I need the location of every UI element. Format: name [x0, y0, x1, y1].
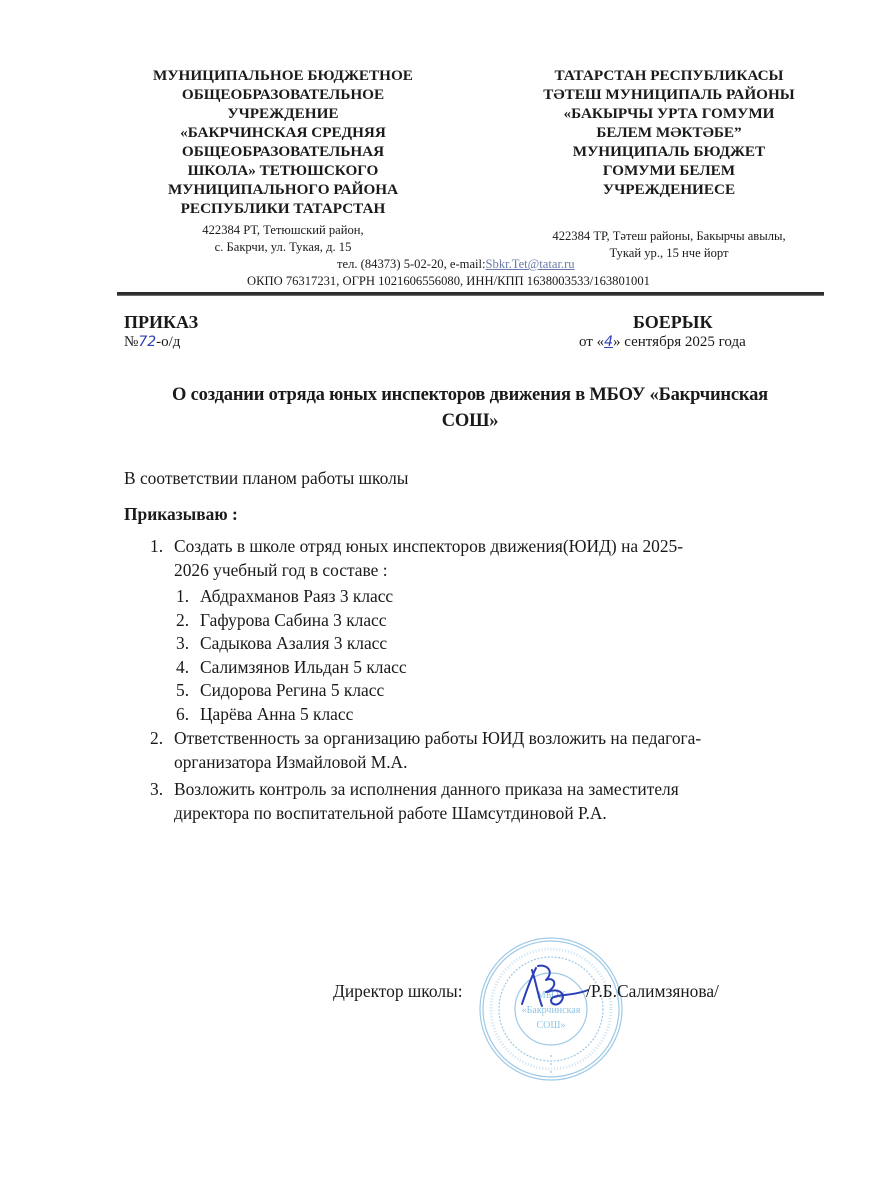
member-text: Абдрахманов Раяз 3 класс: [200, 586, 394, 606]
org-line: ТӘТЕШ МУНИЦИПАЛЬ РАЙОНЫ: [543, 86, 795, 103]
item-text: Возложить контроль за исполнения данного приказа на заместителя: [174, 779, 679, 799]
phone-label: тел. (84373) 5-02-20, e-mail:: [337, 257, 486, 271]
signature-name: /Р.Б.Салимзянова/: [586, 981, 719, 1001]
handwritten-date-day: 4: [604, 334, 614, 350]
stamp-text: «Бакрчинская: [521, 1005, 581, 1016]
handwritten-order-number: 72: [138, 334, 157, 350]
letterhead-left: [118, 66, 448, 218]
item-text: 2026 учебный год в составе :: [174, 559, 388, 580]
date-suffix: » сентября 2025 года: [613, 334, 746, 350]
member-item: [176, 609, 407, 633]
member-text: Салимзянов Ильдан 5 класс: [200, 656, 407, 677]
members-list: [176, 585, 407, 726]
member-number: 1.: [176, 586, 190, 606]
org-line: «БАКРЧИНСКАЯ СРЕДНЯЯ: [180, 124, 386, 141]
title-line: О создании отряда юных инспекторов движения в МБОУ «Бакрчинская: [172, 385, 768, 405]
letterhead-divider: [117, 292, 824, 296]
member-item: [176, 585, 407, 609]
member-number: 3.: [176, 633, 190, 653]
date-prefix: от «: [579, 334, 605, 350]
order-title-tt: БОЕРЫК: [633, 312, 713, 332]
item-number: 2.: [150, 728, 164, 748]
item-number: 1.: [150, 536, 164, 556]
signature-scribble: [508, 962, 594, 1010]
contact-line: [337, 256, 575, 273]
order-title-ru: ПРИКАЗ: [124, 312, 199, 332]
org-line: ОБЩЕОБРАЗОВАТЕЛЬНАЯ: [181, 143, 385, 160]
member-text: Гафурова Сабина 3 класс: [200, 609, 387, 630]
org-line: УЧРЕЖДЕНИЕ: [227, 105, 339, 122]
member-number: 4.: [176, 656, 190, 677]
member-number: 5.: [176, 680, 190, 700]
stamp-text: МБОУ: [536, 990, 566, 1001]
order-item-1: [150, 535, 683, 582]
letterhead-left-address: [118, 222, 448, 256]
stamp-text: СОШ»: [536, 1020, 566, 1031]
org-line: ГОМУМИ БЕЛЕМ: [602, 162, 736, 179]
org-line: БЕЛЕМ МӘКТӘБЕ”: [596, 124, 742, 141]
org-line: ШКОЛА» ТЕТЮШСКОГО: [187, 162, 379, 179]
order-date: [579, 333, 746, 351]
address-line: 422384 РТ, Тетюшский район,: [202, 223, 364, 237]
title-line: СОШ»: [441, 411, 499, 431]
address-line: с. Бакрчи, ул. Тукая, д. 15: [214, 240, 352, 254]
address-line: 422384 ТР, Тәтеш районы, Бакырчы авылы,: [552, 229, 786, 243]
member-number: 6.: [176, 703, 190, 724]
member-item: [176, 679, 407, 703]
number-sign: №: [124, 334, 139, 350]
registry-codes: ОКПО 76317231, ОГРН 1021606556080, ИНН/КПП 1638003533/163801001: [247, 274, 650, 288]
letterhead-right: [510, 66, 828, 199]
address-line: Тукай ур., 15 нче йорт: [609, 246, 729, 260]
order-item-3: [150, 778, 679, 825]
member-text: Царёва Анна 5 класс: [200, 703, 354, 724]
org-line: УЧРЕЖДЕНИЕСЕ: [602, 181, 736, 198]
member-item: [176, 656, 407, 680]
org-line: МУНИЦИПАЛЬ БЮДЖЕТ: [572, 143, 766, 160]
org-line: МУНИЦИПАЛЬНОГО РАЙОНА: [167, 181, 399, 198]
org-line: «БАКЫРЧЫ УРТА ГОМУМИ: [563, 105, 775, 122]
item-text: Ответственность за организацию работы ЮИД возложить на педагога-: [174, 728, 702, 748]
org-line: ОБЩЕОБРАЗОВАТЕЛЬНОЕ: [181, 86, 385, 103]
org-line: МУНИЦИПАЛЬНОЕ БЮДЖЕТНОЕ: [153, 67, 413, 84]
member-item: [176, 632, 407, 656]
item-text: организатора Измайловой М.А.: [174, 751, 408, 772]
member-text: Садыкова Азалия 3 класс: [200, 633, 388, 653]
order-word: Приказываю :: [124, 504, 238, 524]
org-line: РЕСПУБЛИКИ ТАТАРСТАН: [180, 200, 386, 217]
item-number: 3.: [150, 779, 164, 799]
document-title: [110, 382, 830, 434]
number-suffix: -о/д: [156, 334, 181, 350]
item-text: директора по воспитательной работе Шамсутдиновой Р.А.: [174, 802, 607, 823]
basis-text: В соответствии планом работы школы: [124, 468, 409, 488]
item-text: Создать в школе отряд юных инспекторов движения(ЮИД) на 2025-: [174, 536, 684, 556]
email-link[interactable]: Sbkr.Tet@tatar.ru: [485, 257, 575, 271]
member-item: [176, 703, 407, 727]
org-line: ТАТАРСТАН РЕСПУБЛИКАСЫ: [554, 67, 784, 84]
order-number: [124, 333, 180, 351]
member-text: Сидорова Регина 5 класс: [200, 680, 385, 700]
member-number: 2.: [176, 609, 190, 630]
order-item-2: [150, 727, 701, 774]
signature-role: Директор школы:: [333, 981, 463, 1001]
